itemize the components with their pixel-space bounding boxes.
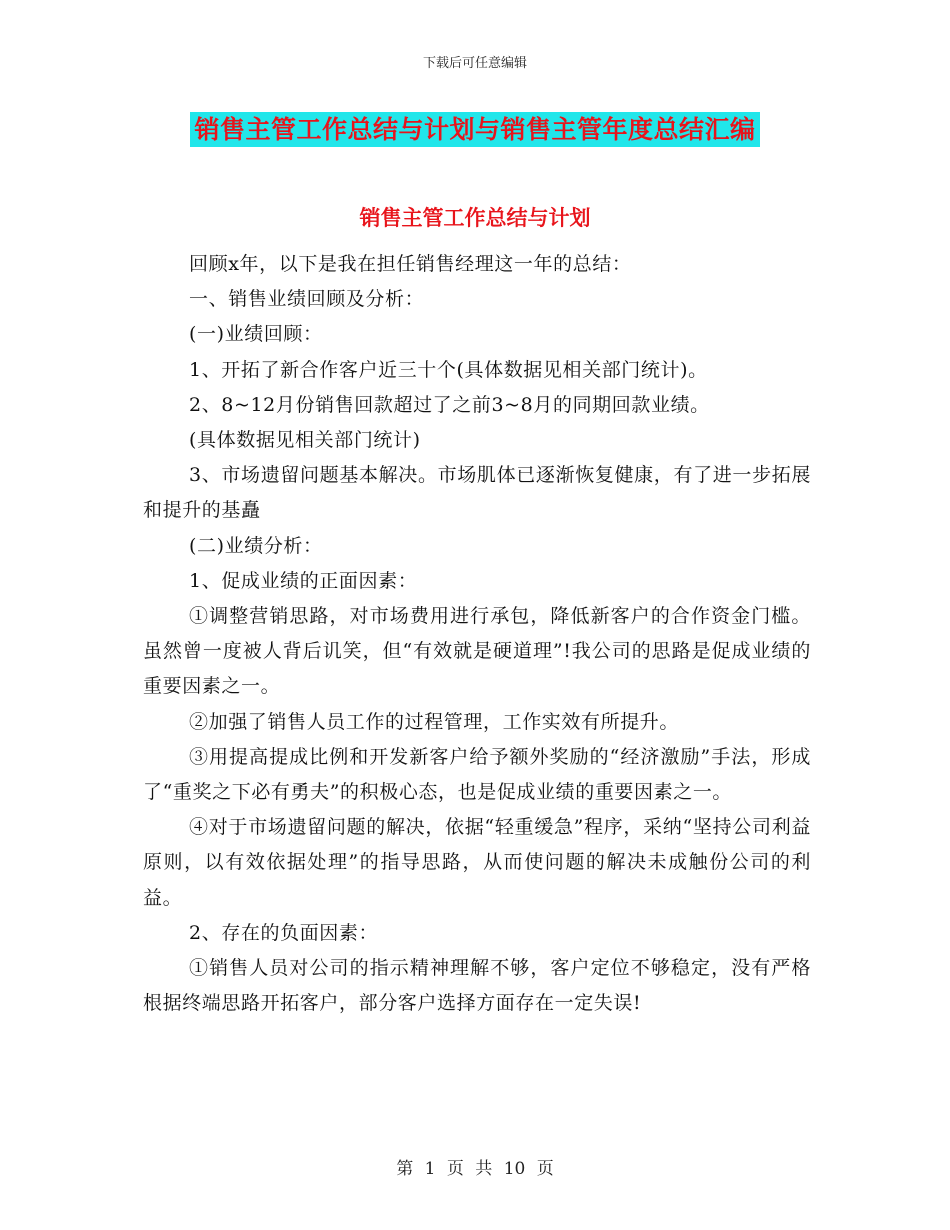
- paragraph: ②加强了销售人员工作的过程管理，工作实效有所提升。: [189, 710, 680, 733]
- paragraph: ①销售人员对公司的指示精神理解不够，客户定位不够稳定，没有严格根据终端思路开拓客户，部分客户选择方面存在一定失误!: [143, 957, 811, 1015]
- page-number: 第 1 页 共 10 页: [396, 1159, 554, 1179]
- document-body: [143, 247, 811, 1021]
- document-title: [0, 110, 950, 146]
- paragraph: (具体数据见相关部门统计): [189, 429, 421, 452]
- paragraph: (一)业绩回顾：: [189, 323, 323, 346]
- paragraph: 1、促成业绩的正面因素：: [189, 569, 418, 592]
- paragraph: ④对于市场遗留问题的解决，依据“轻重缓急”程序，采纳“坚持公司利益原则，以有效依据处理”的指导思路，从而使问题的解决未成触份公司的利益。: [143, 816, 811, 909]
- paragraph: (二)业绩分析：: [189, 534, 323, 557]
- paragraph: ①调整营销思路，对市场费用进行承包，降低新客户的合作资金门槛。虽然曾一度被人背后讥笑，但“有效就是硬道理”!我公司的思路是促成业绩的重要因素之一。: [143, 605, 811, 698]
- paragraph: 1、开拓了新合作客户近三十个(具体数据见相关部门统计)。: [189, 358, 708, 381]
- paragraph: 2、8~12月份销售回款超过了之前3~8月的同期回款业绩。: [189, 393, 710, 416]
- paragraph: 2、存在的负面因素：: [189, 921, 379, 944]
- document-title-text: 销售主管工作总结与计划与销售主管年度总结汇编: [190, 112, 759, 147]
- paragraph: 3、市场遗留问题基本解决。市场肌体已逐渐恢复健康，有了进一步拓展和提升的基矗: [143, 464, 811, 522]
- page-header-note: 下载后可任意编辑: [422, 56, 527, 71]
- paragraph: ③用提高提成比例和开发新客户给予额外奖励的“经济激励”手法，形成了“重奖之下必有勇夫”的积极心态，也是促成业绩的重要因素之一。: [143, 745, 811, 804]
- paragraph: 回顾x年，以下是我在担任销售经理这一年的总结：: [189, 253, 632, 275]
- paragraph: 一、销售业绩回顾及分析：: [189, 288, 425, 311]
- section-title: 销售主管工作总结与计划: [359, 206, 591, 230]
